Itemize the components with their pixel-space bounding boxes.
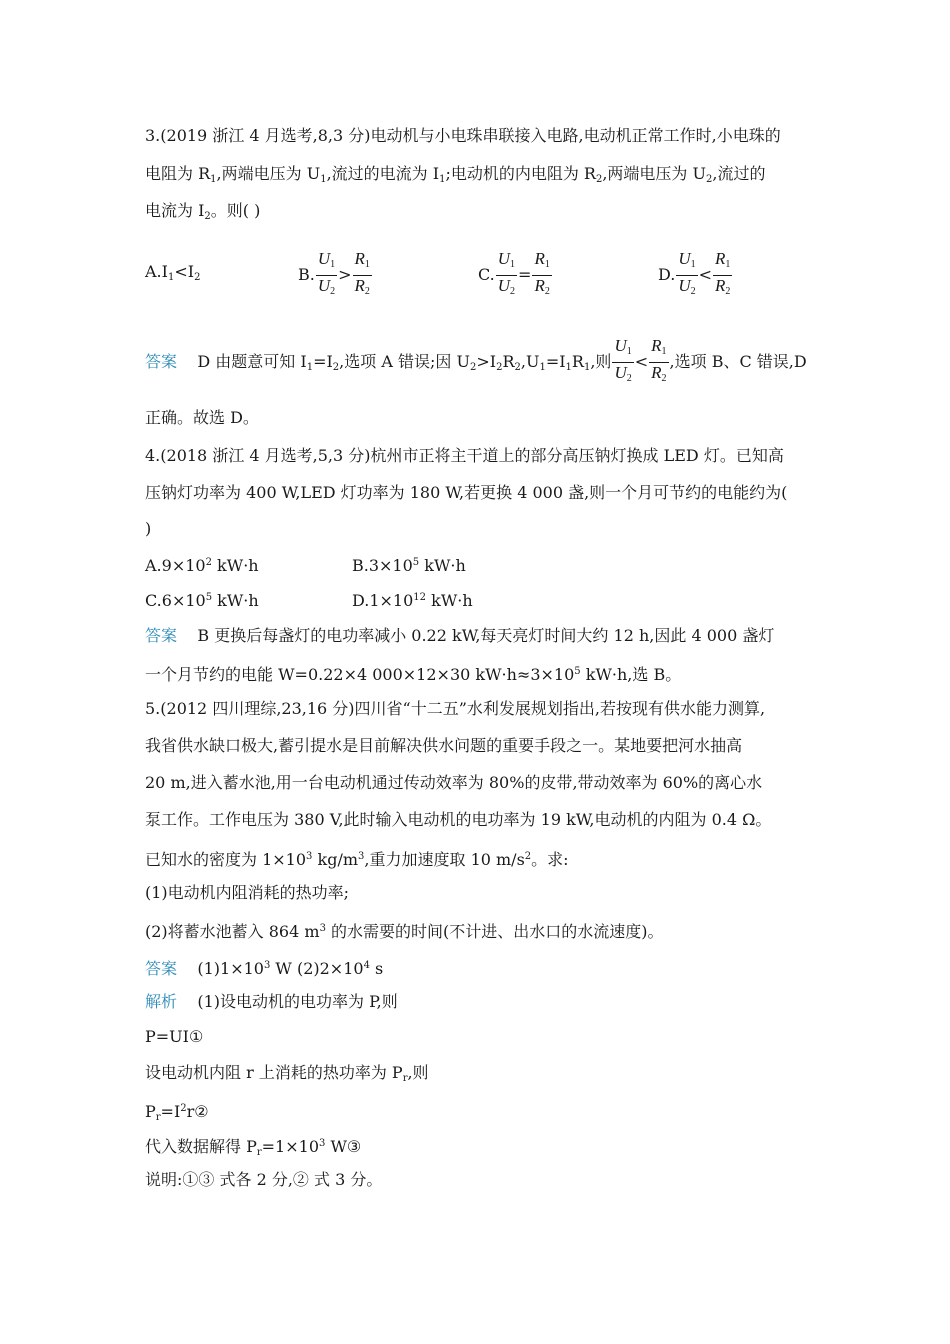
q5-line5: 已知水的密度为 $1\times 10^3$ $kg/m^3$,重力加速度取 10 $m/s^2$。求: — [145, 850, 569, 869]
q5-eq3: 代入数据解得 $P_r=1\times 10^3$ W③ — [145, 1137, 362, 1158]
q5-line3: 20 m,进入蓄水池,用一台电动机通过传动效率为 80%的皮带,带动效率为 60%的离心水 — [145, 773, 763, 792]
answer-label: 答案 — [145, 626, 178, 645]
q4-line1: 4.(2018 浙江 4 月选考,5,3 分)杭州市正将主干道上的部分高压钠灯换成 LED 灯。已知高 — [145, 446, 784, 465]
q3-option-a: $A.I_1<I_2$ — [145, 262, 201, 283]
q4-line3: ) — [145, 519, 152, 538]
analysis-label: 解析 — [145, 992, 178, 1011]
q4-option-a: $A.9\times 10^2$ kW·h — [145, 556, 259, 575]
q3-line2: 电阻为 $R_1$,两端电压为 $U_1$,流过的电流为 $I_1$;电动机的内电阻为 $R_2$,两端电压为 $U_2$,流过的 — [145, 164, 766, 185]
answer-label: 答案 — [145, 352, 178, 371]
q3-answer-line2: 正确。故选 D。 — [145, 408, 259, 427]
q3-option-b: B. $\frac{U_1}{U_2}$ > $\frac{R_1}{R_2}$ — [298, 249, 370, 297]
q5-answer: 答案 $(1)1\times 10^3$ W $(2)2\times 10^4$ s — [145, 959, 384, 978]
q5-eq2: $P_r=I^2r②$ — [145, 1102, 209, 1123]
q5-analysis: 解析 (1)设电动机的电功率为 P,则 — [145, 992, 398, 1011]
q3-line3: 电流为 $I_2$。则( ) — [145, 201, 261, 222]
answer-label: 答案 — [145, 959, 178, 978]
q5-eq1: P=UI① — [145, 1027, 204, 1046]
q5-line2: 我省供水缺口极大,蓄引提水是目前解决供水问题的重要手段之一。某地要把河水抽高 — [145, 736, 743, 755]
q3-answer-line1: 答案 D 由题意可知 $I_1=I_2$,选项 A 错误;因 $U_2>I_2R_2,U_1=I_1R_1$,则 $\frac{U_1}{U_2}$ < $\frac{R_1}{R_2}$ ,选项 B、C 错误,D — [145, 336, 807, 384]
q5-line7: (2)将蓄水池蓄入 864 $m^3$ 的水需要的时间(不计进、出水口的水流速度)。 — [145, 922, 664, 941]
q5-line4: 泵工作。工作电压为 380 V,此时输入电动机的电功率为 19 kW,电动机的内阻为 0.4 Ω。 — [145, 810, 772, 829]
q4-option-b: $B.3\times 10^5$ kW·h — [352, 556, 466, 575]
q4-answer-line2: 一个月节约的电能 W=0.22×4 000×12×30 $kW\cdot h\approx 3\times 10^5$ kW·h,选 B。 — [145, 665, 682, 684]
q4-answer-line1: 答案 B 更换后每盏灯的电功率减小 0.22 kW,每天亮灯时间大约 12 h,因此 4 000 盏灯 — [145, 626, 775, 645]
q3-option-d: D. $\frac{U_1}{U_2}$ < $\frac{R_1}{R_2}$ — [658, 249, 731, 297]
q3-option-c: C. $\frac{U_1}{U_2}$ = $\frac{R_1}{R_2}$ — [478, 249, 550, 297]
q4-option-d: $D.1\times 10^{12}$ kW·h — [352, 591, 473, 610]
q4-option-c: $C.6\times 10^5$ kW·h — [145, 591, 259, 610]
q5-line1: 5.(2012 四川理综,23,16 分)四川省“十二五”水利发展规划指出,若按现有供水能力测算, — [145, 699, 766, 718]
q4-line2: 压钠灯功率为 400 W,LED 灯功率为 180 W,若更换 4 000 盏,则一个月可节约的电能约为( — [145, 483, 788, 502]
q3-line1: 3.(2019 浙江 4 月选考,8,3 分)电动机与小电珠串联接入电路,电动机正常工作时,小电珠的 — [145, 126, 781, 145]
q5-line-r: 设电动机内阻 r 上消耗的热功率为 $P_r$,则 — [145, 1063, 429, 1084]
q5-note: 说明:①③ 式各 2 分,② 式 3 分。 — [145, 1170, 383, 1189]
q5-line6: (1)电动机内阻消耗的热功率; — [145, 883, 350, 902]
